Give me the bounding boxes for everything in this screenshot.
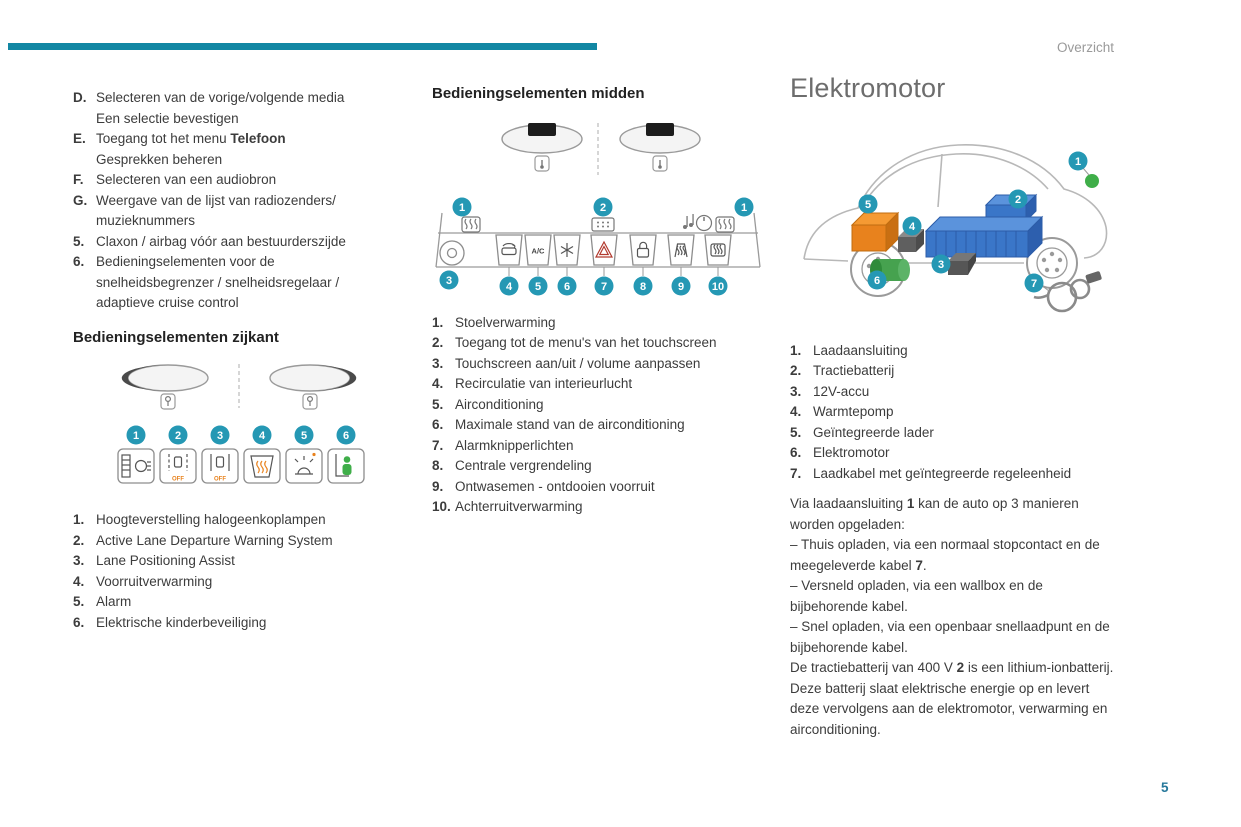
list-item: 10. Achterruitverwarming xyxy=(432,499,583,514)
column-middle xyxy=(432,84,764,518)
list-item: D. Selecteren van de vorige/volgende media Een selectie bevestigen xyxy=(73,90,345,126)
chapter-header: Overzicht xyxy=(1057,40,1115,55)
center-controls-figure xyxy=(432,117,764,309)
svg-text:5: 5 xyxy=(534,280,542,293)
svg-text:4: 4 xyxy=(505,280,513,293)
list-item: 5. Airconditioning xyxy=(432,396,544,412)
power-volume-knob-icon xyxy=(440,241,464,265)
section-heading-center-controls: Bedieningselementen midden xyxy=(432,85,645,102)
list-item: 6. Elektromotor xyxy=(790,445,890,460)
center-controls-list xyxy=(432,313,764,518)
list-item: E. Toegang tot het menu Telefoon Gesprekken beheren xyxy=(73,131,286,167)
svg-text:OFF: OFF xyxy=(172,476,184,483)
list-item: 6. Maximale stand van de airconditioning xyxy=(432,417,685,432)
svg-text:4: 4 xyxy=(258,429,266,442)
svg-text:3: 3 xyxy=(937,258,945,271)
list-item: 3. 12V-accu xyxy=(790,383,870,399)
charging-plug-icon xyxy=(1085,270,1102,283)
svg-text:3: 3 xyxy=(445,274,453,287)
list-item: 1. Hoogteverstelling halogeenkoplampen xyxy=(73,512,326,527)
svg-text:8: 8 xyxy=(639,280,647,293)
svg-text:OFF: OFF xyxy=(214,476,226,483)
seat-heating-left-icon xyxy=(462,217,480,232)
charging-paragraph: Via laadaansluiting 1 kan de auto op 3 manieren worden opgeladen: – Thuis opladen, via een normaal stopcontact en de meegeleverde kabel 7. – Versneld opladen, via een wallbox en de bijbehorende kabel. – Snel opladen, via een openbaar snellaadpunt en de bijbehorende kabel. De tractiebatterij van 400 V 2 is een lithium-ionbatterij. Deze batterij slaat elektrische energie op en levert deze vervolgens aan de elektromotor, verwarming en airconditioning. xyxy=(790,496,1114,737)
list-item: G. Weergave van de lijst van radiozenders/ muzieknummers xyxy=(73,192,336,228)
list-item: 1. Stoelverwarming xyxy=(432,314,556,330)
onboard-charger-box xyxy=(852,213,898,251)
list-item: 6. Bedieningselementen voor de snelheidsbegrenzer / snelheidsregelaar / adaptieve cruise control xyxy=(73,254,340,310)
svg-text:1: 1 xyxy=(458,201,466,214)
music-note-icon xyxy=(683,214,694,229)
svg-text:4: 4 xyxy=(908,220,916,233)
steering-wheel-left-icon xyxy=(122,365,208,409)
seat-heating-right-icon xyxy=(716,217,734,232)
list-item: 2. Active Lane Departure Warning System xyxy=(73,532,333,548)
page-title: Elektromotor xyxy=(790,73,946,103)
svg-text:1: 1 xyxy=(1074,155,1082,168)
svg-text:6: 6 xyxy=(873,274,881,287)
list-item: 3. Touchscreen aan/uit / volume aanpassen xyxy=(432,355,701,371)
menu-button-icon xyxy=(592,218,614,231)
list-item: 4. Voorruitverwarming xyxy=(73,573,213,589)
list-item: 2. Toegang tot de menu's van het touchscreen xyxy=(432,335,717,350)
audio-knob-icon xyxy=(697,215,712,230)
top-accent-bar xyxy=(8,43,597,50)
list-item: 1. Laadaansluiting xyxy=(790,342,908,358)
svg-text:5: 5 xyxy=(300,429,308,442)
list-item: 5. Alarm xyxy=(73,594,132,609)
column-left xyxy=(73,88,398,633)
list-item: 3. Lane Positioning Assist xyxy=(73,553,235,568)
lane-departure-button xyxy=(160,426,196,484)
alarm-button xyxy=(286,426,322,484)
console-buttons xyxy=(496,235,731,265)
svg-text:5: 5 xyxy=(864,198,872,211)
section-heading-side-controls: Bedieningselementen zijkant xyxy=(73,328,279,346)
svg-text:2: 2 xyxy=(174,429,182,442)
controls-list-bottom xyxy=(73,510,398,633)
controls-list-top xyxy=(73,88,398,314)
side-controls-figure xyxy=(73,356,398,506)
svg-text:10: 10 xyxy=(711,280,725,293)
page-number: 5 xyxy=(1161,780,1169,795)
svg-text:6: 6 xyxy=(563,280,571,293)
list-item: 4. Recirculatie van interieurlucht xyxy=(432,376,633,391)
svg-text:7: 7 xyxy=(1030,277,1038,290)
steering-wheel-right-icon xyxy=(620,123,700,171)
list-item: F. Selecteren van een audiobron xyxy=(73,172,277,187)
elektromotor-figure xyxy=(790,113,1122,331)
svg-text:7: 7 xyxy=(600,280,608,293)
list-item: 7. Alarmknipperlichten xyxy=(432,437,574,453)
svg-text:2: 2 xyxy=(599,201,607,214)
traction-battery-box xyxy=(926,217,1042,257)
svg-text:9: 9 xyxy=(677,280,685,293)
list-item: 5. Claxon / airbag vóór aan bestuurderszijde xyxy=(73,233,346,249)
lane-positioning-button xyxy=(202,426,238,484)
elektromotor-list xyxy=(790,341,1122,485)
leader-lines xyxy=(509,267,718,276)
ac-button-label: A/C xyxy=(531,246,545,255)
column-right xyxy=(790,73,1122,740)
list-item: 6. Elektrische kinderbeveiliging xyxy=(73,614,267,630)
list-item: 4. Warmtepomp xyxy=(790,404,894,419)
svg-text:3: 3 xyxy=(216,429,224,442)
child-lock-button xyxy=(328,426,364,484)
list-item: 9. Ontwasemen - ontdooien voorruit xyxy=(432,478,655,494)
list-item: 7. Laadkabel met geïntegreerde regeleenheid xyxy=(790,465,1072,481)
svg-text:1: 1 xyxy=(132,429,140,442)
list-item: 8. Centrale vergrendeling xyxy=(432,458,592,473)
svg-text:2: 2 xyxy=(1014,193,1022,206)
steering-wheel-left-icon xyxy=(502,123,582,171)
headlamp-leveling-button xyxy=(118,426,154,484)
charge-port-icon xyxy=(1085,174,1099,188)
list-item: 5. Geïntegreerde lader xyxy=(790,424,934,440)
svg-text:1: 1 xyxy=(740,201,748,214)
svg-text:6: 6 xyxy=(342,429,350,442)
steering-wheel-right-icon xyxy=(270,365,356,409)
list-item: 2. Tractiebatterij xyxy=(790,363,895,378)
windscreen-heating-button xyxy=(244,426,280,484)
